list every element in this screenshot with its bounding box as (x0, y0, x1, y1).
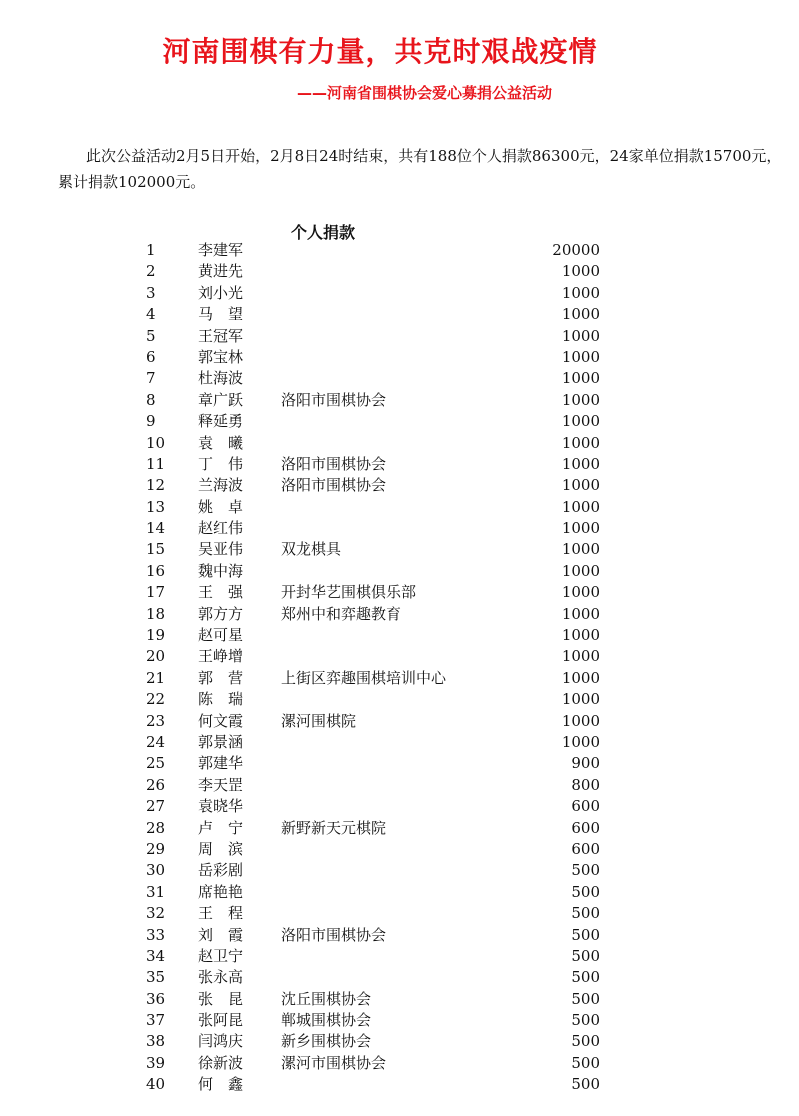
donor-name: 周 滨 (198, 839, 244, 858)
donor-number: 33 (146, 925, 166, 944)
donor-row (0, 646, 799, 667)
donor-amount: 800 (571, 775, 600, 794)
donor-organization: 郑州中和弈趣教育 (281, 604, 402, 623)
donor-number: 22 (146, 690, 166, 709)
donor-number: 10 (146, 433, 166, 452)
donor-amount: 500 (571, 861, 600, 880)
donor-name: 张永高 (198, 968, 244, 987)
donor-number: 11 (146, 454, 166, 473)
donor-amount: 1000 (561, 347, 600, 366)
donor-row (0, 732, 799, 753)
donor-name: 张 昆 (198, 989, 244, 1008)
donor-organization: 漯河市围棋协会 (281, 1053, 387, 1072)
donor-number: 16 (146, 561, 166, 580)
donor-name: 袁 曦 (198, 433, 244, 452)
donor-name: 陈 瑞 (198, 690, 244, 709)
donor-amount: 600 (571, 818, 600, 837)
donor-organization: 郸城围棋协会 (281, 1011, 372, 1030)
donor-row (0, 818, 799, 839)
donor-amount: 1000 (561, 433, 600, 452)
donor-name: 赵红伟 (198, 519, 244, 538)
donor-amount: 1000 (561, 604, 600, 623)
donor-number: 19 (146, 626, 166, 645)
donor-number: 15 (146, 540, 166, 559)
donor-number: 13 (146, 497, 166, 516)
donor-organization: 漯河围棋院 (281, 711, 357, 730)
donor-row (0, 775, 799, 796)
donor-row (0, 925, 799, 946)
donor-number: 20 (146, 647, 166, 666)
donor-number: 36 (146, 989, 166, 1008)
donor-row (0, 839, 799, 860)
donor-amount: 500 (571, 882, 600, 901)
donor-amount: 500 (571, 904, 600, 923)
donor-number: 38 (146, 1032, 166, 1051)
donor-name: 郭 营 (198, 668, 244, 687)
donor-name: 姚 卓 (198, 497, 244, 516)
donor-row (0, 518, 799, 539)
donor-name: 袁晓华 (198, 797, 244, 816)
donor-amount: 1000 (561, 326, 600, 345)
donor-row (0, 475, 799, 496)
donor-number: 29 (146, 839, 166, 858)
donor-amount: 1000 (561, 454, 600, 473)
donor-row (0, 261, 799, 282)
donor-row (0, 753, 799, 774)
donor-row (0, 946, 799, 967)
donor-amount: 600 (571, 839, 600, 858)
donor-amount: 1000 (561, 283, 600, 302)
donor-number: 9 (146, 412, 156, 431)
donor-row (0, 1074, 799, 1095)
donor-row (0, 561, 799, 582)
donor-number: 7 (146, 369, 156, 388)
donor-number: 26 (146, 775, 166, 794)
donor-number: 27 (146, 797, 166, 816)
donor-amount: 1000 (561, 305, 600, 324)
donor-amount: 500 (571, 925, 600, 944)
donor-row (0, 1010, 799, 1031)
donor-name: 释延勇 (198, 412, 244, 431)
donor-amount: 500 (571, 968, 600, 987)
donor-number: 28 (146, 818, 166, 837)
donor-organization: 开封华艺围棋俱乐部 (281, 583, 417, 602)
donor-row (0, 582, 799, 603)
donor-name: 何 鑫 (198, 1075, 244, 1094)
donor-name: 卢 宁 (198, 818, 244, 837)
donor-name: 李建军 (198, 241, 244, 259)
donor-row (0, 1031, 799, 1052)
donor-name: 王峥增 (198, 647, 244, 666)
donor-row (0, 860, 799, 881)
donor-number: 12 (146, 476, 166, 495)
donor-number: 25 (146, 754, 166, 773)
donor-amount: 1000 (561, 711, 600, 730)
donor-amount: 1000 (561, 262, 600, 281)
donor-row (0, 304, 799, 325)
donor-number: 31 (146, 882, 166, 901)
donor-name: 张阿昆 (198, 1011, 244, 1030)
donor-number: 30 (146, 861, 166, 880)
donor-row (0, 454, 799, 475)
donor-amount: 1000 (561, 497, 600, 516)
donor-name: 马 望 (198, 305, 244, 324)
donor-number: 34 (146, 946, 166, 965)
donor-number: 32 (146, 904, 166, 923)
donor-name: 刘 霞 (198, 925, 244, 944)
donor-number: 5 (146, 326, 156, 345)
donor-amount: 500 (571, 1011, 600, 1030)
donor-name: 赵卫宁 (198, 946, 244, 965)
page-title: 河南围棋有力量，共克时艰战疫情 (162, 35, 598, 68)
donor-name: 章广跃 (198, 390, 244, 409)
donor-row (0, 711, 799, 732)
donor-amount: 500 (571, 1032, 600, 1051)
donor-amount: 500 (571, 1053, 600, 1072)
donor-row (0, 967, 799, 988)
donor-number: 17 (146, 583, 166, 602)
donor-number: 3 (146, 283, 156, 302)
donor-amount: 500 (571, 989, 600, 1008)
donor-row (0, 390, 799, 411)
donor-name: 刘小光 (198, 283, 244, 302)
donor-number: 6 (146, 347, 156, 366)
donor-name: 王 强 (198, 583, 244, 602)
donor-number: 4 (146, 305, 156, 324)
donor-name: 何文霞 (198, 711, 244, 730)
donor-number: 40 (146, 1075, 166, 1094)
donor-number: 39 (146, 1053, 166, 1072)
donor-name: 吴亚伟 (198, 540, 244, 559)
donor-number: 1 (146, 241, 156, 259)
donor-number: 24 (146, 732, 166, 751)
donor-organization: 洛阳市围棋协会 (281, 454, 387, 473)
donor-amount: 1000 (561, 412, 600, 431)
donor-number: 35 (146, 968, 166, 987)
donor-row (0, 368, 799, 389)
donor-amount: 1000 (561, 647, 600, 666)
donor-row (0, 796, 799, 817)
donor-amount: 600 (571, 797, 600, 816)
donor-row (0, 689, 799, 710)
donor-name: 兰海波 (198, 476, 244, 495)
donor-row (0, 1053, 799, 1074)
donor-name: 李天罡 (198, 775, 244, 794)
donor-name: 王 程 (198, 904, 244, 923)
donor-amount: 20000 (552, 241, 600, 259)
donor-amount: 1000 (561, 732, 600, 751)
donor-row (0, 625, 799, 646)
donor-amount: 1000 (561, 561, 600, 580)
donor-name: 王冠军 (198, 326, 244, 345)
donor-row (0, 497, 799, 518)
donor-number: 14 (146, 519, 166, 538)
section-title: 个人捐款 (291, 223, 356, 242)
donor-row (0, 411, 799, 432)
donor-row (0, 989, 799, 1010)
donor-name: 郭建华 (198, 754, 244, 773)
donor-organization: 新野新天元棋院 (281, 818, 387, 837)
donor-amount: 1000 (561, 476, 600, 495)
donor-name: 郭方方 (198, 604, 244, 623)
donor-name: 赵可星 (198, 626, 244, 645)
donor-organization: 上街区弈趣围棋培训中心 (281, 668, 447, 687)
donor-name: 闫鸿庆 (198, 1032, 244, 1051)
donor-name: 魏中海 (198, 561, 244, 580)
donor-organization: 沈丘围棋协会 (281, 989, 372, 1008)
donor-organization: 新乡围棋协会 (281, 1032, 372, 1051)
donor-row (0, 882, 799, 903)
intro-paragraph: 此次公益活动2月5日开始，2月8日24时结束，共有188位个人捐款86300元，24家单位捐款15700元，累计捐款102000元。 (58, 147, 782, 191)
donor-number: 23 (146, 711, 166, 730)
donor-number: 37 (146, 1011, 166, 1030)
donor-name: 岳彩剧 (198, 861, 244, 880)
donor-row (0, 604, 799, 625)
donor-organization: 洛阳市围棋协会 (281, 476, 387, 495)
donor-name: 丁 伟 (198, 454, 244, 473)
donor-row (0, 903, 799, 924)
donor-number: 2 (146, 262, 156, 281)
donor-row (0, 240, 799, 261)
donor-organization: 洛阳市围棋协会 (281, 925, 387, 944)
donor-row (0, 433, 799, 454)
donor-number: 18 (146, 604, 166, 623)
donor-row (0, 283, 799, 304)
donor-name: 郭景涵 (198, 732, 244, 751)
donor-amount: 1000 (561, 668, 600, 687)
donor-organization: 洛阳市围棋协会 (281, 390, 387, 409)
donor-name: 郭宝林 (198, 347, 244, 366)
donor-name: 席艳艳 (198, 882, 244, 901)
donor-number: 8 (146, 390, 156, 409)
donor-row (0, 539, 799, 560)
donor-amount: 1000 (561, 390, 600, 409)
donor-amount: 900 (571, 754, 600, 773)
donor-amount: 500 (571, 1075, 600, 1094)
donor-amount: 1000 (561, 583, 600, 602)
donor-row (0, 326, 799, 347)
donor-name: 黄进先 (198, 262, 244, 281)
donor-amount: 1000 (561, 540, 600, 559)
donor-amount: 1000 (561, 519, 600, 538)
page-subtitle: ——河南省围棋协会爱心募捐公益活动 (297, 84, 553, 102)
donor-amount: 1000 (561, 369, 600, 388)
donor-number: 21 (146, 668, 166, 687)
donor-name: 徐新波 (198, 1053, 244, 1072)
donor-amount: 1000 (561, 690, 600, 709)
donor-organization: 双龙棋具 (281, 540, 342, 559)
donor-row (0, 668, 799, 689)
donor-amount: 500 (571, 946, 600, 965)
donor-row (0, 347, 799, 368)
donor-table (0, 240, 799, 1096)
donor-amount: 1000 (561, 626, 600, 645)
donor-name: 杜海波 (198, 369, 244, 388)
